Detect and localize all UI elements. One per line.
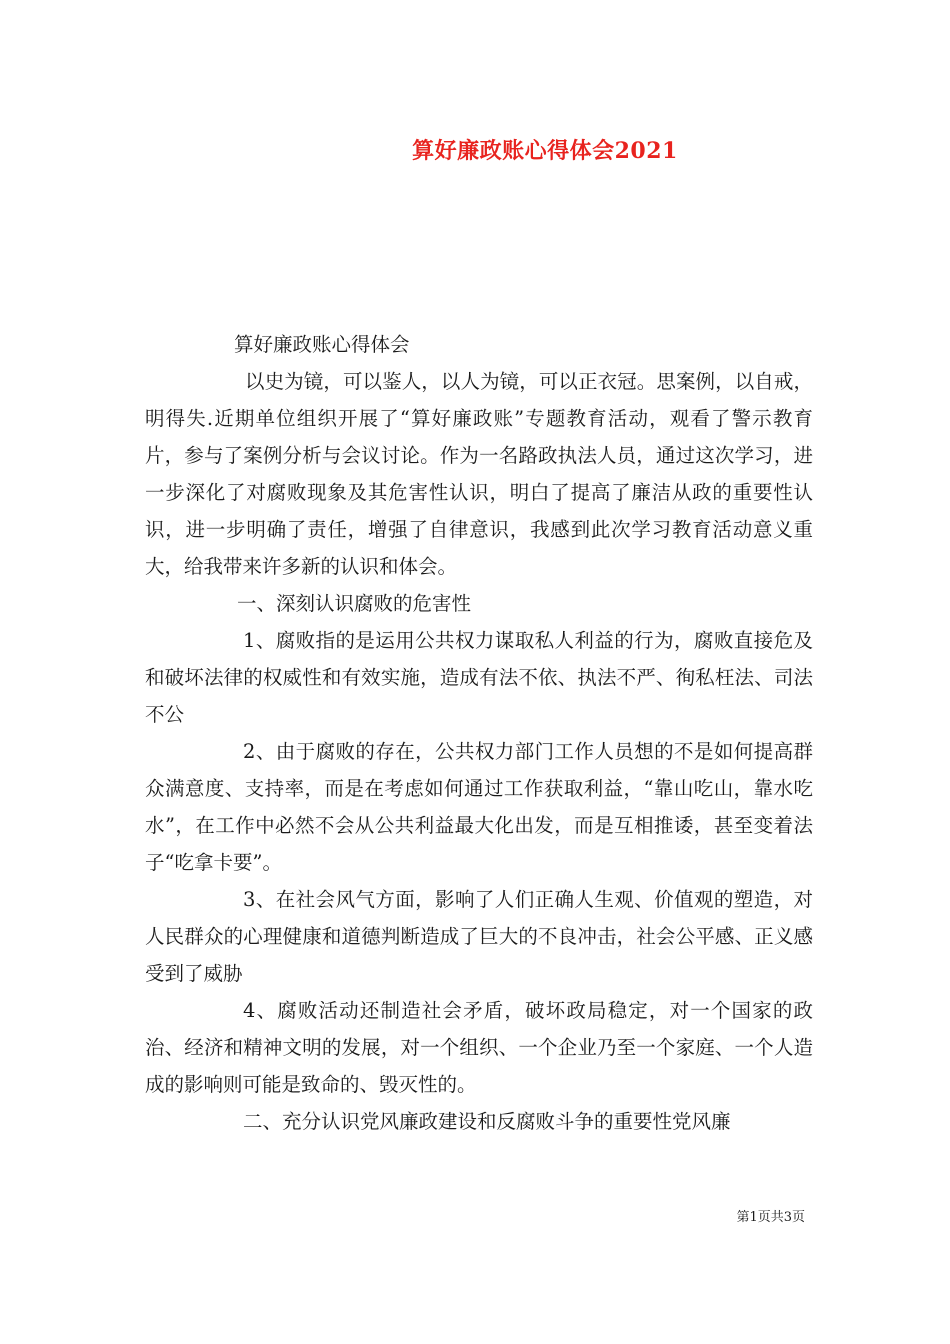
paragraph-point-3: 3、在社会风气方面，影响了人们正确人生观、价值观的塑造，对人民群众的心理健康和道德判断造成了巨大的不良冲击，社会公平感、正义感受到了威胁 — [145, 888, 813, 985]
paragraph-point-1: 1、腐败指的是运用公共权力谋取私人利益的行为，腐败直接危及和破坏法律的权威性和有效实施，造成有法不依、执法不严、徇私枉法、司法不公 — [145, 629, 813, 726]
document-subtitle: 算好廉政账心得体会 — [234, 333, 410, 356]
document-title: 算好廉政账心得体会2021 — [412, 138, 678, 164]
page-number: 第1页共3页 — [736, 1210, 805, 1225]
section-heading-1: 一、深刻认识腐败的危害性 — [237, 592, 472, 615]
paragraph-point-2: 2、由于腐败的存在，公共权力部门工作人员想的不是如何提高群众满意度、支持率，而是在考虑如何通过工作获取利益，“靠山吃山，靠水吃水”，在工作中必然不会从公共利益最大化出发，而是互相推诿，甚至变着法子“吃拿卡要”。 — [145, 740, 813, 874]
paragraph-intro: 以史为镜，可以鉴人，以人为镜，可以正衣冠。思案例，以自戒，明得失.近期单位组织开展了“算好廉政账”专题教育活动，观看了警示教育片，参与了案例分析与会议讨论。作为一名路政执法人员，通过这次学习，进一步深化了对腐败现象及其危害性认识，明白了提高了廉洁从政的重要性认识，进一步明确了责任，增强了自律意识，我感到此次学习教育活动意义重大，给我带来许多新的认识和体会。 — [145, 370, 813, 578]
section-heading-2: 二、充分认识党风廉政建设和反腐败斗争的重要性党风廉 — [243, 1110, 731, 1133]
paragraph-point-4: 4、腐败活动还制造社会矛盾，破坏政局稳定，对一个国家的政治、经济和精神文明的发展，对一个组织、一个企业乃至一个家庭、一个人造成的影响则可能是致命的、毁灭性的。 — [145, 999, 813, 1096]
document-body — [145, 326, 813, 1140]
